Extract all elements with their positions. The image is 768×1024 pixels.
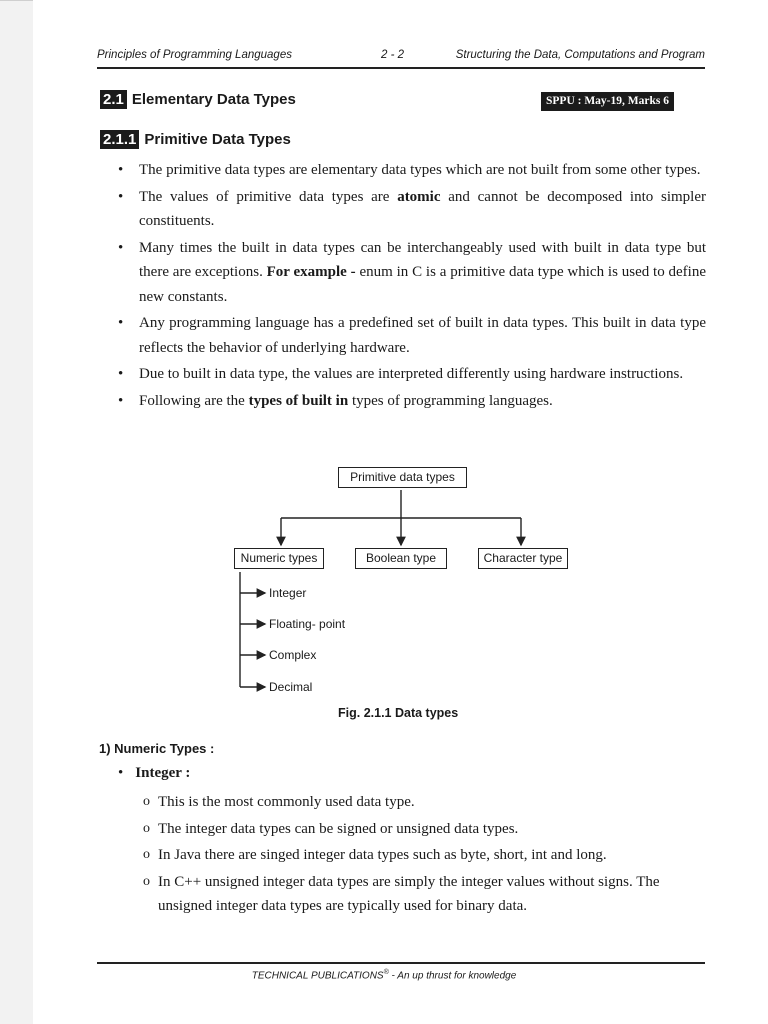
bullet-text: Due to built in data type, the values are interpreted differently using hardware instructions. <box>139 366 684 382</box>
bullet-text: types of programming languages. <box>348 392 553 409</box>
node-numeric-types: Numeric types <box>234 548 324 569</box>
leaf-complex: Complex <box>269 648 317 662</box>
subsection-title: Primitive Data Types <box>144 131 291 148</box>
header-book-title: Principles of Programming Languages <box>97 49 292 61</box>
footer <box>0 969 768 981</box>
leaf-floating-point: Floating- point <box>269 617 346 631</box>
header-chapter-title: Structuring the Data, Computations and Program <box>455 49 705 61</box>
figure-caption: Fig. 2.1.1 Data types <box>338 706 459 720</box>
bullet-text: and cannot be decomposed into simpler constituents. <box>139 188 706 229</box>
bullet-text: Any programming language has a predefined set of built in data types. This built in data type reflects the behavior of underlying hardware. <box>139 315 706 356</box>
leaf-integer: Integer <box>269 586 307 600</box>
footer-publisher: TECHNICAL PUBLICATIONS <box>251 970 384 982</box>
integer-point: o In Java there are singed integer data types such as byte, short, int and long. <box>143 843 706 868</box>
bold-term: For example - <box>266 264 356 280</box>
integer-point: o This is the most commonly used data type. <box>143 790 706 815</box>
footer-tagline: - An up thrust for knowledge <box>388 970 517 982</box>
section-number: 2.1 <box>100 90 127 109</box>
integer-label: Integer : <box>135 765 191 781</box>
section-title: Elementary Data Types <box>131 91 296 108</box>
header-page-number: 2 - 2 <box>381 49 405 61</box>
node-boolean-type: Boolean type <box>355 548 447 569</box>
footer-rule <box>97 962 705 964</box>
bold-term: types of built in <box>248 392 349 409</box>
bullet-text: Many times the built in data types can be interchangeably used with built in data type but there are exceptions. <box>139 239 706 280</box>
bullet-text: The primitive data types are elementary data types which are not built from some other types. <box>139 162 701 178</box>
exam-tag: SPPU : May-19, Marks 6 <box>541 92 674 111</box>
node-primitive-data-types: Primitive data types <box>338 467 467 488</box>
numeric-types-heading: 1) Numeric Types : <box>99 741 215 756</box>
registered-mark: ® <box>383 969 389 976</box>
bold-term: atomic <box>397 188 441 205</box>
leaf-decimal: Decimal <box>269 680 313 694</box>
bullet-text: Following are the <box>139 392 249 409</box>
bullet-text: The values of primitive data types are <box>139 188 398 205</box>
bullet-text: enum in C is a primitive data type which is used to define new constants. <box>139 264 706 305</box>
subsection-number: 2.1.1 <box>100 130 139 149</box>
integer-points <box>143 790 706 921</box>
integer-point: o The integer data types can be signed or unsigned data types. <box>143 817 706 842</box>
node-character-type: Character type <box>478 548 568 569</box>
integer-bullet <box>118 765 190 782</box>
bullet-dot: • <box>118 765 124 781</box>
integer-point: o In C++ unsigned integer data types are simply the integer values without signs. The unsigned integer data types are typically used for binary data. <box>143 870 706 919</box>
